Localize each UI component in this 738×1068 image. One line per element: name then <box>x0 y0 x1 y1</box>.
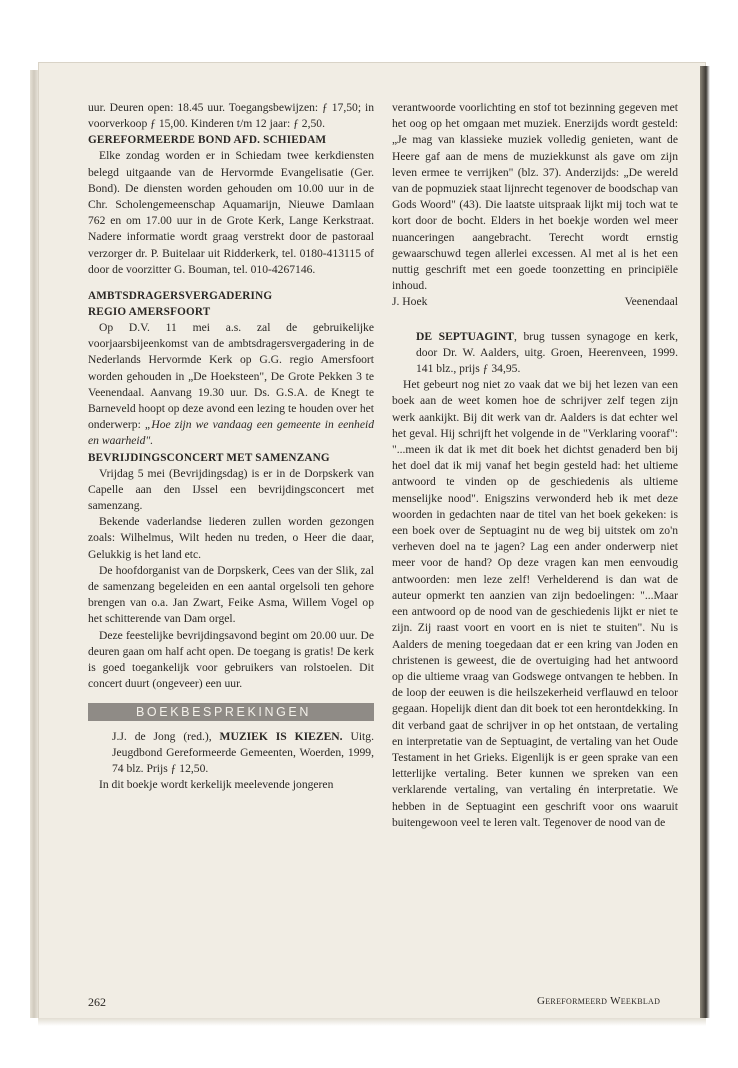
book2-title: DE SEPTUAGINT <box>416 329 515 343</box>
review1-continuation: verantwoorde voorlichting en stof tot bezinning gegeven met het oog op het omgaan met muziek. Enerzijds wordt gesteld: „Je mag van klassieke muziek volledig genieten, want de Heere gaf aan de mens de muziekkunst als gave om zijn leven ermee te verrijken" (blz. 37). Anderzijds: „De wereld van de popmuziek staat lijnrecht tegenover de boodschap van Gods Woord" (43). Die laatste uitspraak lijkt mij toch wat te kort door de bocht. Elders in het boekje worden wel meer nuanceringen aangebracht. Terecht wordt ernstig gewaarschuwd tegen allerlei excessen. Al met al is het een nuttig geschrift met een goede toonzetting en principiële inhoud. <box>392 101 678 293</box>
book1-entry <box>88 729 374 778</box>
reviewer-place: Veenendaal <box>624 295 678 309</box>
heading-regio-amersfoort: REGIO AMERSFOORT <box>88 306 211 319</box>
page-edge-bottom <box>38 1018 706 1026</box>
reviewer-name: J. Hoek <box>392 295 428 309</box>
intro-text: uur. Deuren open: 18.45 uur. Toegangsbewijzen: ƒ 17,50; in voorverkoop ƒ 15,00. Kinderen t/m 12 jaar: ƒ 2,50. <box>88 101 374 131</box>
book2-meta: , brug tussen synagoge en kerk, door Dr. W. Aalders, uitg. Groen, Heerenveen, 1999. 141 blz., prijs ƒ 34,95. <box>416 329 678 376</box>
concert-p3: De hoofdorganist van de Dorpskerk, Cees van der Slik, zal de samenzang begeleiden en een aantal orgelsoli ten gehore brengen van o.a. Jan Zwart, Feike Asma, Willem Vogel op het schitterende van Dam orgel. <box>88 563 374 626</box>
lecture-topic: „Hoe zijn we vandaag een gemeente in eenheid en waarheid". <box>88 418 374 448</box>
heading-schiedam: GEREFORMEERDE BOND AFD. SCHIEDAM <box>88 134 327 147</box>
book1-review-start: In dit boekje wordt kerkelijk meelevende jongeren <box>99 778 334 792</box>
section-bar-boekbesprekingen: BOEKBESPREKINGEN <box>88 703 374 721</box>
right-column <box>392 100 678 831</box>
book1-meta: Uitg. Jeugdbond Gereformeerde Gemeenten, Woerden, 1999, 74 blz. Prijs ƒ 12,50. <box>112 729 374 775</box>
concert-p2: Bekende vaderlandse liederen zullen worden gezongen zoals: Wilhelmus, Wilt heden nu treden, o Heer die daar, Gelukkig is het land etc. <box>88 515 374 561</box>
left-column <box>88 100 374 793</box>
concert-p4: Deze feestelijke bevrijdingsavond begint om 20.00 uur. De deuren gaan om half acht open. De toegang is gratis! De kerk is goed toegankelijk voor gebruikers van rolstoelen. Dit concert duurt (ongeveer) een uur. <box>88 628 374 691</box>
heading-bevrijdingsconcert: BEVRIJDINGSCONCERT MET SAMENZANG <box>88 451 330 464</box>
book-spine-shadow <box>700 66 710 1018</box>
concert-p1: Vrijdag 5 mei (Bevrijdingsdag) is er in de Dorpskerk van Capelle aan den IJssel een bevrijdingsconcert met samenzang. <box>88 466 374 513</box>
publication-name: Gereformeerd Weekblad <box>537 995 661 1007</box>
schiedam-body: Elke zondag worden er in Schiedam twee kerkdiensten belegd uitgaande van de Hervormde Evangelisatie (Ger. Bond). De diensten worden gehouden om 10.00 uur in de Chr. Scholengemeenschap Aquamarijn, Nieuwe Damlaan 762 en om 17.00 uur in de Grote Kerk, Lange Kerkstraat. Nadere informatie wordt graag verstrekt door de pastoraal verzorger dr. P. Buitelaar uit Ridderkerk, tel. 0180-413115 of door de voorzitter G. Bouman, tel. 010-4267146. <box>88 149 374 276</box>
book1-author: J.J. de Jong (red.), <box>112 729 220 743</box>
reviewer-signature <box>392 294 678 310</box>
page-number: 262 <box>88 995 106 1009</box>
book2-entry <box>392 329 678 378</box>
ambtsdragers-body <box>88 320 374 450</box>
book2-review: Het gebeurt nog niet zo vaak dat we bij het lezen van een boek aan de weet komen hoe de schrijver zelf tegen zijn werk aankijkt. Bij dit werk van dr. Aalders is dat echter wel het geval. Hij schrijft het volgende in de "Verklaring vooraf": "...meen ik dat ik met dit boek het dichtst genaderd ben bij het doel dat ik mij vanaf het begin gesteld had: het ultieme antwoord te vinden op de geschiedenis als ultieme menselijke nood". Enigszins verwonderd heb ik met deze woorden in gedachten naar de titel van het boek gekeken: is een boek over de Septuagint nu de weg bij uitstek om zo'n verheven doel na te jagen? Lag een ander onderwerp niet meer voor de hand? Op deze vragen kan men eenvoudig antwoorden: men leze zelf! Verhelderend is dan wat de auteur opmerkt ten aanzien van zijn bedoelingen: "...Maar een antwoord op de nood van de geschiedenis lijkt er niet te zijn. Zij raast voort en voort en is niet te stuiten". Nu is Aalders de mening toegedaan dat er een kring van Joden en christenen is geweest, die de overtuiging had het antwoord op die ultieme vraag van Godswege ontvangen te hebben. In de loop der eeuwen is die heilszekerheid verflauwd en teloor gegaan. Hopelijk dient dan dit boek tot een herontdekking. In dit verband gaat de schrijver in op het ontstaan, de vertaling en interpretatie van de Septuagint, de vertaling van het Oude Testament in het Grieks. Eigenlijk is er geen sprake van een letterlijke vertaling. Beter kunnen we spreken van een verklarende vertaling, van vertaling én interpretatie. We hebben in de Septuagint een geschrift voor ons waaruit buitengewoon veel te leren valt. Tegenover de nood van de <box>392 378 678 829</box>
book1-title: MUZIEK IS KIEZEN. <box>219 729 343 743</box>
heading-ambtsdragers: AMBTSDRAGERSVERGADERING <box>88 290 273 303</box>
ambtsdragers-text: Op D.V. 11 mei a.s. zal de gebruikelijke voorjaarsbijeenkomst van de ambtsdragersvergadering in de Nederlands Hervormde Kerk op G.G. regio Amersfoort worden gehouden in „De Hoeksteen", De Grote Pekken 3 te Veenendaal. Aanvang 19.30 uur. Ds. G.S.A. de Knegt te Barneveld hoopt op deze avond een lezing te houden over het onderwerp: <box>88 321 374 432</box>
